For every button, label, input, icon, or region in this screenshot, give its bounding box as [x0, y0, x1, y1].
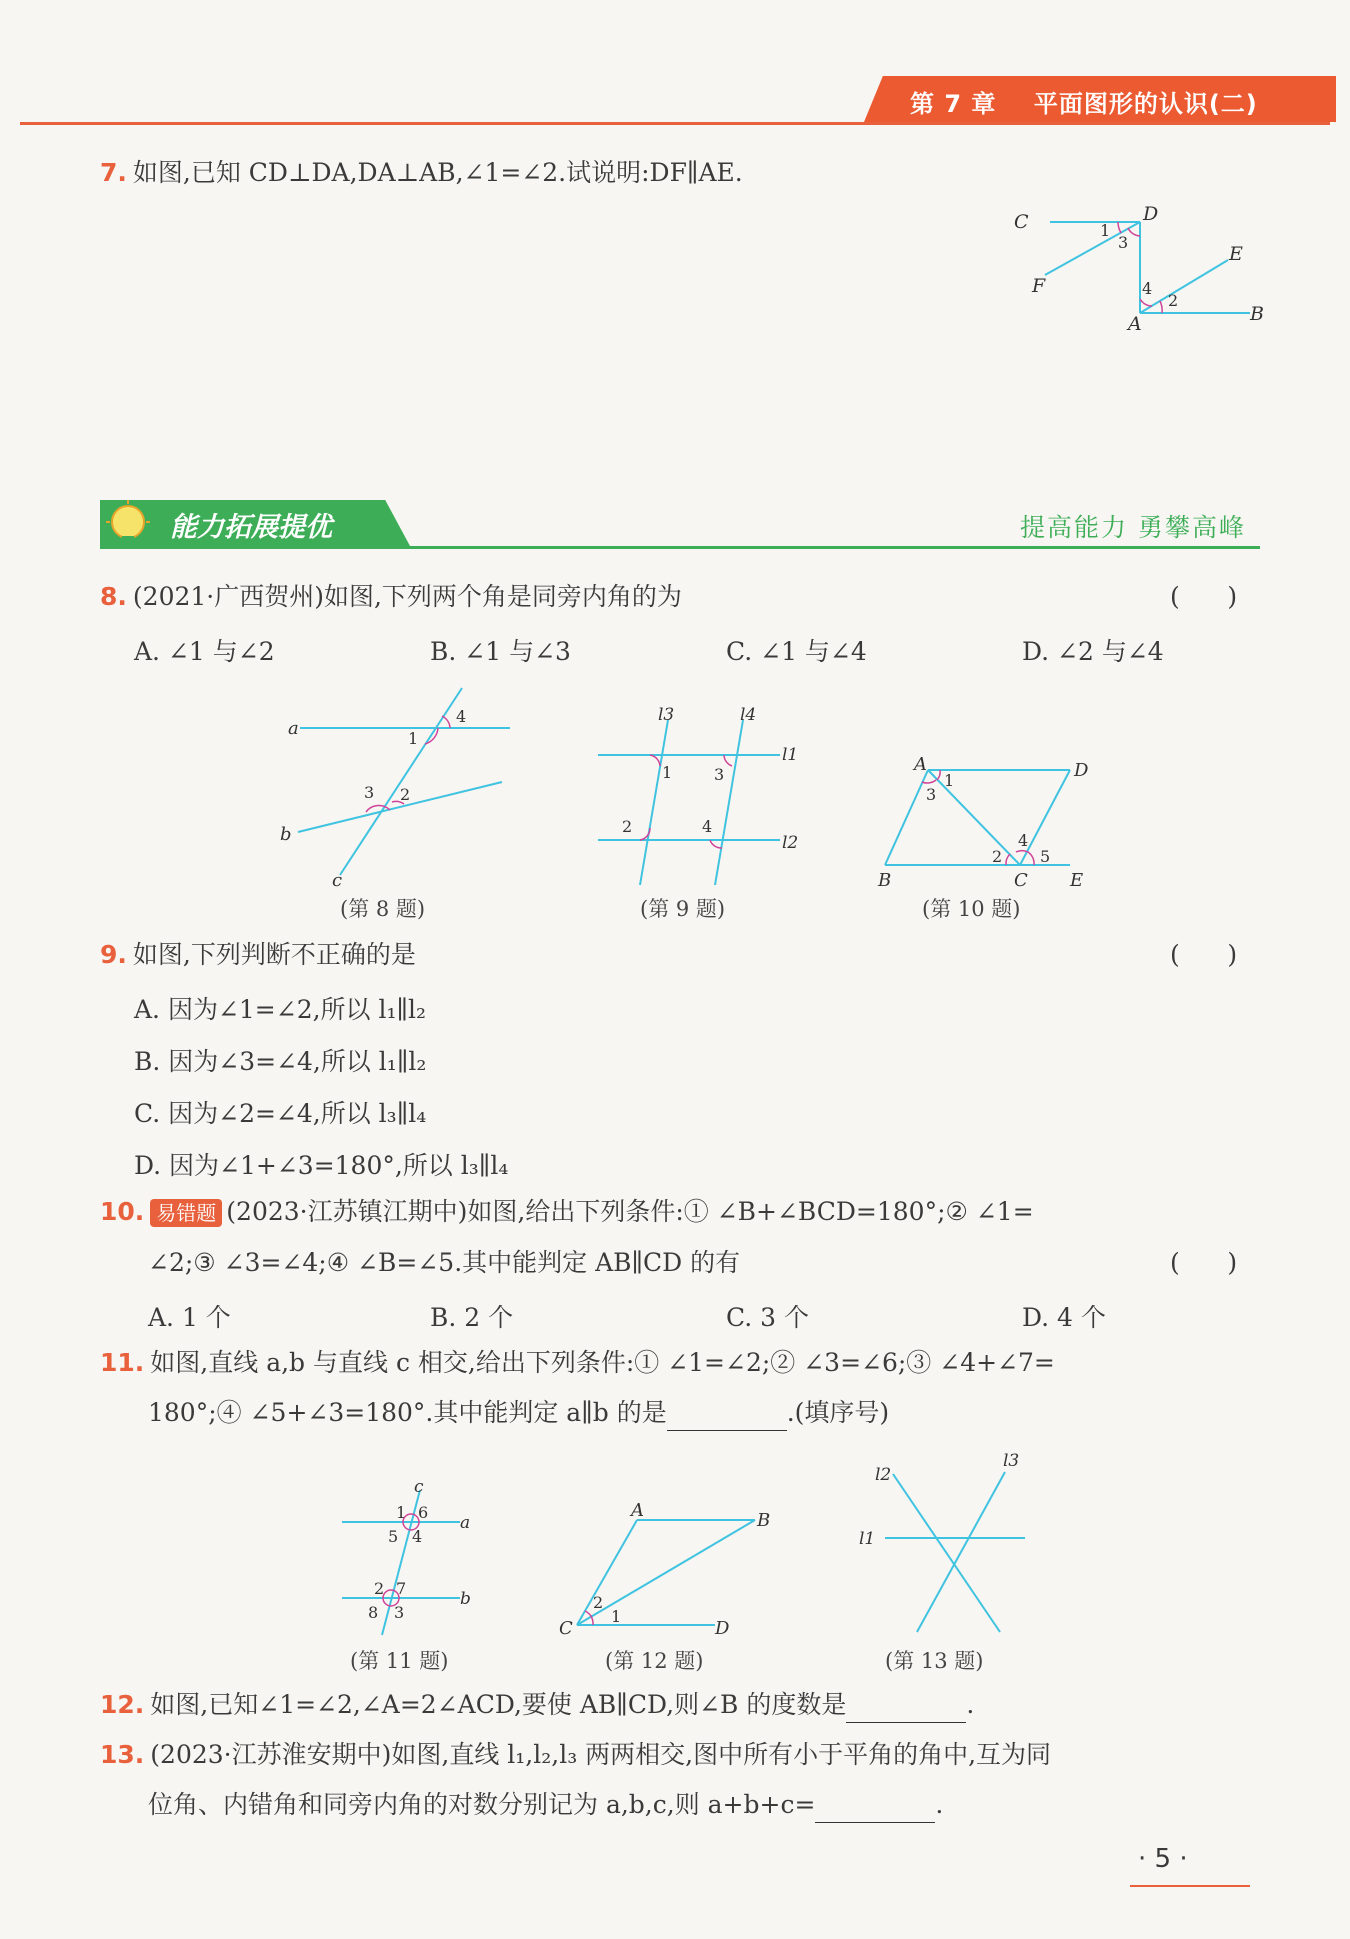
caption-q13: (第 13 题)	[885, 1649, 984, 1673]
label-6: 6	[418, 1503, 429, 1522]
label-b: b	[280, 824, 292, 845]
figure-q8	[270, 680, 520, 890]
label-b: b	[460, 1589, 471, 1609]
label-2: 2	[400, 785, 411, 804]
option-d: D. ∠2 与∠4	[1022, 637, 1164, 666]
page-number-underline	[1130, 1885, 1250, 1887]
question-number: 10.	[100, 1197, 145, 1226]
question-number: 11.	[100, 1348, 145, 1377]
option-b: B. ∠1 与∠3	[430, 637, 571, 666]
label-1: 1	[1100, 221, 1111, 240]
question-text-end: .	[966, 1690, 975, 1719]
question-number: 8.	[100, 582, 127, 611]
label-2: 2	[622, 817, 633, 836]
label-4: 4	[1142, 279, 1153, 298]
label-C: C	[559, 1618, 573, 1639]
label-c: c	[414, 1477, 424, 1497]
label-D: D	[1143, 203, 1159, 225]
caption-q9: (第 9 题)	[640, 897, 726, 921]
question-10	[100, 1195, 1034, 1229]
label-3: 3	[364, 783, 375, 802]
option-b: B. 因为∠3=∠4,所以 l₁∥l₂	[134, 1047, 427, 1076]
question-text-end: .(填序号)	[786, 1398, 890, 1427]
label-B: B	[878, 870, 892, 890]
label-l3: l3	[658, 705, 675, 725]
figure-q11	[330, 1470, 500, 1640]
question-12	[100, 1688, 974, 1723]
figure-q10	[870, 750, 1110, 890]
answer-paren: ( )	[1170, 582, 1238, 611]
label-C: C	[1014, 870, 1028, 890]
label-l2: l2	[782, 833, 799, 853]
label-B: B	[1250, 303, 1264, 325]
label-F: F	[1032, 275, 1046, 297]
label-A: A	[1128, 313, 1142, 335]
label-4: 4	[412, 1527, 423, 1546]
question-text: 如图,下列判断不正确的是	[132, 940, 416, 969]
question-text: (2021·广西贺州)如图,下列两个角是同旁内角的为	[132, 582, 682, 611]
label-D: D	[1074, 760, 1089, 781]
question-7	[100, 156, 743, 190]
option-d: D. 因为∠1+∠3=180°,所以 l₃∥l₄	[134, 1151, 509, 1180]
figure-q12	[555, 1500, 785, 1640]
figure-q7	[1000, 200, 1280, 340]
label-1: 1	[408, 729, 419, 748]
chapter-title: 第 7 章 平面图形的认识(二)	[910, 90, 1258, 118]
label-D: D	[715, 1618, 730, 1639]
question-11	[100, 1346, 1055, 1380]
question-text: 如图,已知 CD⊥DA,DA⊥AB,∠1=∠2.试说明:DF∥AE.	[132, 158, 743, 187]
option-d: D. 4 个	[1022, 1303, 1106, 1332]
label-8: 8	[368, 1603, 379, 1622]
label-1: 1	[611, 1607, 622, 1626]
label-2: 2	[374, 1579, 385, 1598]
caption-q11: (第 11 题)	[350, 1649, 449, 1673]
label-3: 3	[1118, 233, 1129, 252]
label-A: A	[631, 1500, 644, 1521]
label-3: 3	[714, 765, 725, 784]
label-a: a	[460, 1513, 471, 1533]
caption-q12: (第 12 题)	[605, 1649, 704, 1673]
answer-blank[interactable]	[846, 1688, 966, 1723]
label-4: 4	[456, 707, 467, 726]
label-1: 1	[662, 763, 673, 782]
error-prone-badge: 易错题	[150, 1199, 222, 1227]
label-4: 4	[1018, 831, 1029, 850]
question-13-line2	[148, 1788, 943, 1823]
answer-blank[interactable]	[667, 1396, 787, 1431]
question-13	[100, 1738, 1051, 1772]
option-a: A. 1 个	[148, 1303, 231, 1332]
option-c: C. 3 个	[726, 1303, 809, 1332]
label-C: C	[1014, 211, 1029, 233]
label-E: E	[1070, 870, 1084, 890]
question-text: 180°;④ ∠5+∠3=180°.其中能判定 a∥b 的是	[148, 1398, 667, 1427]
figure-q9	[590, 700, 800, 890]
question-9	[100, 938, 416, 972]
question-text-line1: (2023·江苏镇江期中)如图,给出下列条件:① ∠B+∠BCD=180°;② ∠1=	[226, 1197, 1034, 1226]
question-text-line1: (2023·江苏淮安期中)如图,直线 l₁,l₂,l₃ 两两相交,图中所有小于平角的角中,互为同	[150, 1740, 1052, 1769]
label-c: c	[332, 870, 343, 890]
label-1: 1	[396, 1503, 407, 1522]
label-1: 1	[944, 771, 955, 790]
answer-paren: ( )	[1170, 1248, 1238, 1277]
question-text: 位角、内错角和同旁内角的对数分别记为 a,b,c,则 a+b+c=	[148, 1790, 816, 1819]
label-l3: l3	[1003, 1451, 1020, 1471]
question-8	[100, 580, 682, 614]
page-number: · 5 ·	[1138, 1844, 1188, 1874]
answer-blank[interactable]	[815, 1788, 935, 1823]
option-a: A. 因为∠1=∠2,所以 l₁∥l₂	[134, 995, 427, 1024]
header-rule	[20, 122, 1330, 125]
label-a: a	[288, 718, 299, 739]
label-l4: l4	[740, 705, 757, 725]
label-3: 3	[926, 785, 937, 804]
label-4: 4	[702, 817, 713, 836]
label-3: 3	[394, 1603, 405, 1622]
figure-q13	[855, 1450, 1045, 1640]
label-l2: l2	[875, 1465, 892, 1485]
question-text: 如图,已知∠1=∠2,∠A=2∠ACD,要使 AB∥CD,则∠B 的度数是	[150, 1690, 847, 1719]
option-c: C. ∠1 与∠4	[726, 637, 867, 666]
question-number: 12.	[100, 1690, 145, 1719]
section-title: 能力拓展提优	[170, 512, 332, 543]
question-11-line2	[148, 1396, 889, 1431]
label-l1: l1	[859, 1529, 876, 1549]
label-2: 2	[992, 847, 1003, 866]
label-2: 2	[593, 1593, 604, 1612]
answer-paren: ( )	[1170, 940, 1238, 969]
caption-q10: (第 10 题)	[922, 897, 1021, 921]
option-a: A. ∠1 与∠2	[134, 637, 275, 666]
option-c: C. 因为∠2=∠4,所以 l₃∥l₄	[134, 1099, 427, 1128]
label-l1: l1	[782, 745, 799, 765]
label-5: 5	[1040, 847, 1051, 866]
section-slogan: 提高能力 勇攀高峰	[1020, 513, 1246, 542]
label-A: A	[914, 754, 927, 775]
label-5: 5	[388, 1527, 399, 1546]
question-text-end: .	[935, 1790, 944, 1819]
label-7: 7	[396, 1579, 407, 1598]
lightbulb-icon	[100, 500, 160, 550]
question-number: 13.	[100, 1740, 145, 1769]
question-number: 7.	[100, 158, 127, 187]
option-b: B. 2 个	[430, 1303, 514, 1332]
question-10-line2: ∠2;③ ∠3=∠4;④ ∠B=∠5.其中能判定 AB∥CD 的有	[148, 1248, 741, 1277]
label-E: E	[1229, 243, 1243, 265]
question-text-line1: 如图,直线 a,b 与直线 c 相交,给出下列条件:① ∠1=∠2;② ∠3=∠6;③ ∠4+∠7=	[150, 1348, 1055, 1377]
section-rule	[100, 546, 1260, 549]
label-B: B	[757, 1510, 771, 1531]
caption-q8: (第 8 题)	[340, 897, 426, 921]
question-number: 9.	[100, 940, 127, 969]
label-2: 2	[1168, 291, 1179, 310]
